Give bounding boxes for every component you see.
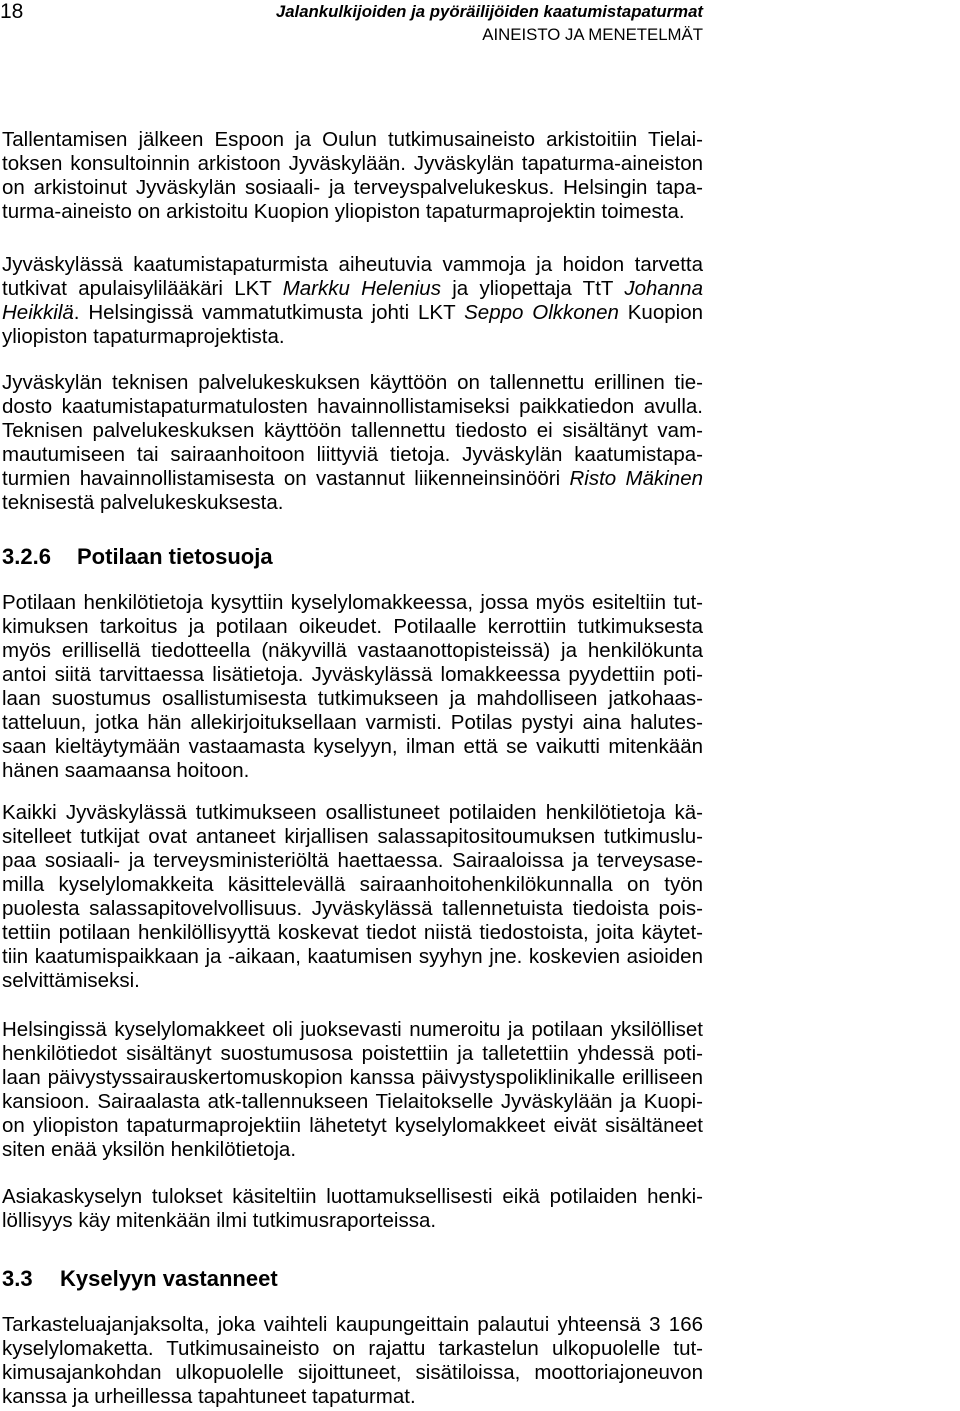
paragraph — [2, 1185, 703, 1233]
section-title: Kyselyyn vastanneet — [60, 1266, 278, 1291]
page-number: 18 — [0, 0, 24, 23]
text-line: selvittämiseksi. — [2, 969, 140, 992]
text-line — [2, 467, 703, 491]
text-line: turma-aineisto on arkistoitu Kuopion yliopiston tapaturmaprojektin toimesta. — [2, 200, 685, 223]
text-line: puolesta salassapitovelvollisuus. Jyväskylässä tallennetuista tiedoista pois- — [2, 897, 703, 920]
paragraph — [2, 128, 703, 224]
person-name: Markku Helenius — [282, 277, 441, 300]
text-line — [2, 301, 703, 325]
section-number: 3.3 — [2, 1266, 33, 1291]
section-heading — [2, 543, 703, 571]
paragraph — [2, 591, 703, 783]
text-line: tiin kaatumispaikkaan ja -aikaan, kaatumisen syyhyn jne. koskevien asioiden — [2, 945, 703, 968]
text-line: kimusajankohdan ulkopuolelle sijoittuneet, sisätiloissa, moottoriajoneuvon — [2, 1361, 703, 1384]
text-line: Helsingissä kyselylomakkeet oli juoksevasti numeroitu ja potilaan yksilölliset — [2, 1018, 703, 1041]
text-line — [2, 277, 703, 301]
text-line: toksen konsultoinnin arkistoon Jyväskylään. Jyväskylän tapaturma-aineiston — [2, 152, 703, 175]
text-line: kansioon. Sairaalasta atk-tallennukseen Tielaitokselle Jyväskylään ja Kuopi- — [2, 1090, 703, 1113]
section-heading — [2, 1265, 703, 1293]
text-line: teknisestä palvelukeskuksesta. — [2, 491, 284, 514]
text-line: kyselylomaketta. Tutkimusaineisto on rajattu tarkastelun ulkopuolelle tut- — [2, 1337, 703, 1360]
text-line: Kaikki Jyväskylässä tutkimukseen osallistuneet potilaiden henkilötietoja kä- — [2, 801, 703, 824]
text-line: laan suostumus osallistumisesta tutkimukseen ja mahdolliseen jatkohaas- — [2, 687, 703, 710]
text-line: myös erillisellä tiedotteella (näkyvillä vastaanottopisteissä) ja henkilökunta — [2, 639, 703, 662]
text-line: henkilötiedot sisältänyt suostumusosa poistettiin ja talletettiin yhdessä poti- — [2, 1042, 703, 1065]
paragraph — [2, 371, 703, 515]
text-segment: . Helsingissä vammatutkimusta johti LKT — [73, 301, 465, 324]
paragraph — [2, 1018, 703, 1162]
text-line: Tarkasteluajanjaksolta, joka vaihteli kaupungeittain palautui yhteensä 3 166 — [2, 1313, 703, 1336]
text-line: Potilaan henkilötietoja kysyttiin kyselylomakkeessa, jossa myös esiteltiin tut- — [2, 591, 703, 614]
text-segment: Kuopion — [618, 301, 703, 324]
text-line: on yliopiston tapaturmaprojektiin lähetetyt kyselylomakkeet eivät sisältäneet — [2, 1114, 703, 1137]
text-line: yliopiston tapaturmaprojektista. — [2, 325, 285, 348]
text-segment: ja yliopettaja TtT — [440, 277, 625, 300]
section-number: 3.2.6 — [2, 544, 51, 569]
text-line: tettiin potilaan henkilöllisyyttä koskevat tiedot niistä tiedostoista, joita käytet- — [2, 921, 703, 944]
text-line: on arkistoinut Jyväskylän sosiaali- ja terveyspalvelukeskus. Helsingin tapa- — [2, 176, 703, 199]
text-segment: turmien havainnollistamisesta on vastannut liikenneinsinööri — [2, 467, 570, 490]
person-name: Seppo Olkkonen — [464, 301, 619, 324]
text-line: löllisyys käy mitenkään ilmi tutkimusraporteissa. — [2, 1209, 437, 1232]
paragraph — [2, 1313, 703, 1409]
person-name: Heikkilä — [2, 301, 74, 324]
text-line: mautumiseen tai sairaanhoitoon liittyviä tietoja. Jyväskylän kaatumistapa- — [2, 443, 703, 466]
text-line: saan kieltäytymään vastaamasta kyselyyn, ilman että se vaikutti mitenkään — [2, 735, 703, 758]
text-line: Teknisen palvelukeskuksen käyttöön tallennettu tiedosto ei sisältänyt vam- — [2, 419, 703, 442]
text-line: kanssa ja urheillessa tapahtuneet tapaturmat. — [2, 1385, 416, 1408]
text-line: hänen saamaansa hoitoon. — [2, 759, 250, 782]
text-line: tatteluun, jotka hän allekirjoituksellaan varmisti. Potilas pystyi aina halutes- — [2, 711, 703, 734]
text-line: sitelleet tutkijat ovat antaneet kirjallisen salassapitositoumuksen tutkimuslu- — [2, 825, 703, 848]
text-line: Tallentamisen jälkeen Espoon ja Oulun tutkimusaineisto arkistoitiin Tielai- — [2, 128, 703, 151]
chapter-title: AINEISTO JA MENETELMÄT — [482, 25, 703, 44]
paragraph — [2, 801, 703, 993]
person-name: Risto Mäkinen — [569, 467, 703, 490]
person-name: Johanna — [624, 277, 703, 300]
running-title: Jalankulkijoiden ja pyöräilijöiden kaatumistapaturmat — [275, 2, 703, 21]
paragraph — [2, 253, 703, 349]
text-line: Jyväskylän teknisen palvelukeskuksen käyttöön on tallennettu erillinen tie- — [2, 371, 703, 394]
section-title: Potilaan tietosuoja — [77, 544, 273, 569]
text-line: antoi siitä tarvittaessa lisätietoja. Jyväskylässä lomakkeessa pyydettiin poti- — [2, 663, 703, 686]
text-line: milla kyselylomakkeita käsittelevällä sairaanhoitohenkilökunnalla on työn — [2, 873, 703, 896]
text-line: siten enää yksilön henkilötietoja. — [2, 1138, 297, 1161]
text-line: Asiakaskyselyn tulokset käsiteltiin luottamuksellisesti eikä potilaiden henki- — [2, 1185, 703, 1208]
text-line: paa sosiaali- ja terveysministeriöltä haettaessa. Sairaaloissa ja terveysase- — [2, 849, 703, 872]
text-line: kimuksen tarkoitus ja potilaan oikeudet. Potilaalle kerrottiin tutkimuksesta — [2, 615, 703, 638]
text-line: Jyväskylässä kaatumistapaturmista aiheutuvia vammoja ja hoidon tarvetta — [2, 253, 703, 276]
text-segment: tutkivat apulaisylilääkäri LKT — [2, 277, 283, 300]
text-line: laan päivystyssairauskertomuskopion kanssa päivystyspoliklinikalle erilliseen — [2, 1066, 703, 1089]
text-line: dosto kaatumistapaturmatulosten havainnollistamiseksi paikkatiedon avulla. — [2, 395, 703, 418]
